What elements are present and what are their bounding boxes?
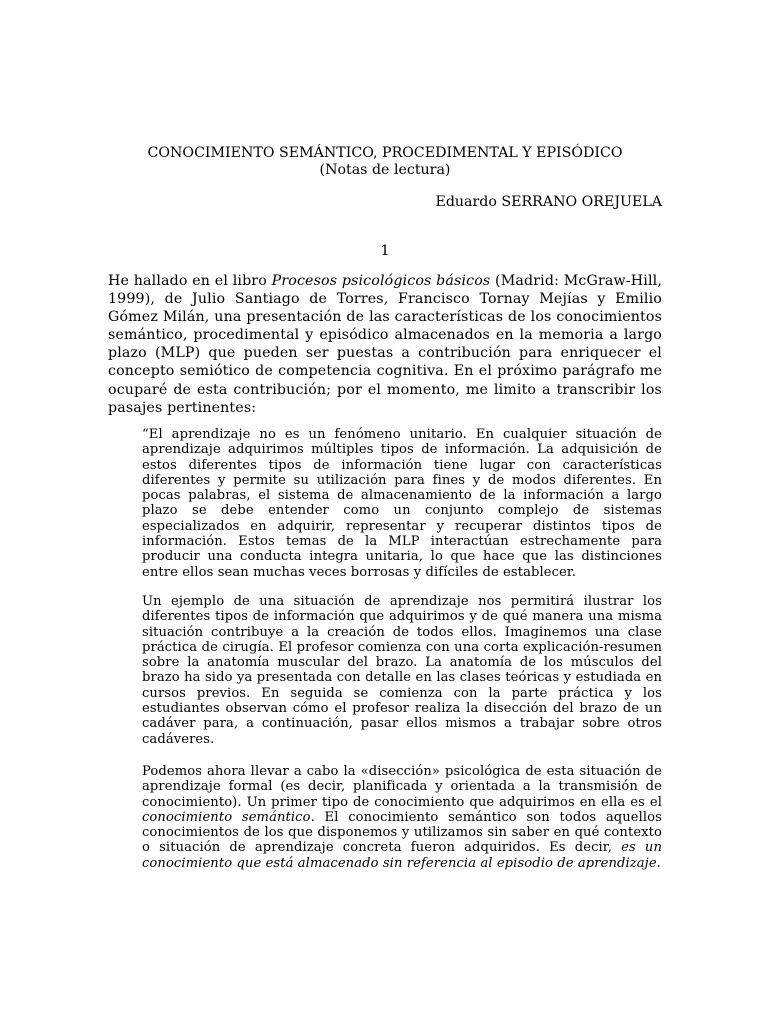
definition-emphasis: es un conocimiento que está almacenado sin referencia al episodio de aprendizaje [142, 840, 662, 871]
quote3-text-end: . [656, 855, 661, 871]
intro-text-end: (Madrid: McGraw-Hill, 1999), de Julio Santiago de Torres, Francisco Tornay Mejías y Emilio Gómez Milán, una presentación de las características de los conocimientos semántico, procedimental y episódico almacenados en la memoria a largo plazo (MLP) que pueden ser puestas a contribución para enriquecer el concepto semiótico de competencia cognitiva. En el próximo parágrafo me ocuparé de esta contribución; por el momento, me limito a transcribir los pasajes pertinentes: [108, 273, 663, 416]
author-name: Eduardo SERRANO OREJUELA [435, 194, 662, 210]
quote3-text-start: Podemos ahora llevar a cabo la «disección» psicológica de esta situación de aprendizaje formal (es decir, planificada y orientada a la transmisión de conocimiento). Un primer tipo de conocimiento que adquirimos en ella es el [142, 764, 662, 810]
intro-text-start: He hallado en el libro [108, 273, 272, 289]
quote3-text-middle: . El conocimiento semántico son todos aquellos conocimientos de los que disponemos y utilizamos sin saber en qué contexto o situación de aprendizaje concreta fueron adquiridos. Es decir, [142, 809, 662, 856]
quote-paragraph-2: Un ejemplo de una situación de aprendizaje nos permitirá ilustrar los diferentes tipos de información que adquirimos y de qué manera una misma situación contribuye a la creación de todos ellos. Imaginemos una clase práctica de cirugía. El profesor comienza con una corta explicación-resumen sobre la anatomía muscular del brazo. La anatomía de los músculos del brazo ha sido ya presentada con detalle en las clases teóricas y estudiada en cursos previos. En seguida se comienza con la parte práctica y los estudiantes observan cómo el profesor realiza la disección del brazo de un cadáver para, a continuación, pasar ellos mismos a trabajar sobre otros cadáveres. [142, 594, 662, 747]
section-number: 1 [380, 243, 390, 259]
document-title: CONOCIMIENTO SEMÁNTICO, PROCEDIMENTAL Y EPISÓDICO [147, 145, 623, 161]
quote-paragraph-1: “El aprendizaje no es un fenómeno unitario. En cualquier situación de aprendizaje adquirimos múltiples tipos de información. La adquisición de estos diferentes tipos de información tiene lugar con características diferentes y permite su utilización para fines y de modos diferentes. En pocas palabras, el sistema de almacenamiento de la información a largo plazo se debe entender como un conjunto complejo de sistemas especializados en adquirir, representar y recuperar distintos tipos de información. Estos temas de la MLP interactúan estrechamente para producir una conducta integra unitaria, lo que hace que las distinciones entre ellos sean muchas veces borrosas y difíciles de establecer. [142, 427, 662, 580]
book-title: Procesos psicológicos básicos [271, 273, 491, 289]
intro-paragraph [108, 272, 662, 417]
document-subtitle: (Notas de lectura) [319, 162, 451, 178]
term-semantic-knowledge: conocimiento semántico [142, 809, 311, 825]
quote-paragraph-3 [142, 764, 662, 871]
